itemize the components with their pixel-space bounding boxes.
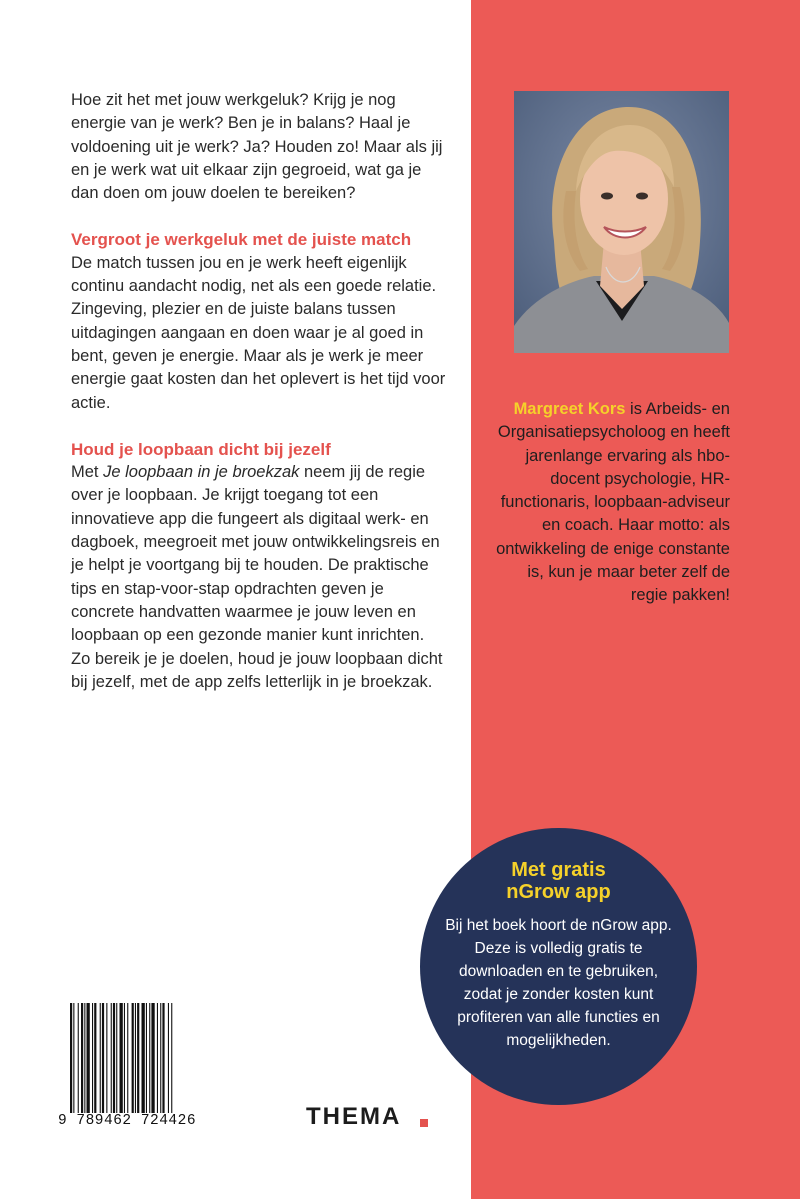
barcode-bar: [116, 1003, 117, 1113]
barcode-bars: [68, 1003, 216, 1113]
barcode-bar: [100, 1003, 101, 1113]
barcode-bar: [137, 1003, 139, 1113]
barcode-bar: [113, 1003, 115, 1113]
barcode-bar: [106, 1003, 107, 1113]
barcode-bar: [168, 1003, 169, 1113]
barcode-bar: [92, 1003, 93, 1113]
barcode-bar: [87, 1003, 90, 1113]
intro-paragraph: Hoe zit het met jouw werkgeluk? Krijg je nog energie van je werk? Ben je in balans? Haal je voldoening uit je werk? Ja? Houden zo! Maar als jij en je werk wat uit elkaar zijn gegroeid, wat ga je dan doen om jouw doelen te bereiken?: [71, 91, 443, 203]
barcode-bar: [151, 1003, 154, 1113]
publisher-logo: THEMA: [306, 1103, 402, 1130]
section-body-prefix: Met: [71, 463, 104, 482]
barcode-bar: [127, 1003, 128, 1113]
barcode-bar: [102, 1003, 104, 1113]
author-name: Margreet Kors: [513, 400, 626, 418]
barcode-bar: [146, 1003, 147, 1113]
book-title: Je loopbaan in je broekzak: [103, 463, 300, 482]
isbn-number: 9 789462 724426: [58, 1113, 197, 1129]
app-promo-body: Bij het boek hoort de nGrow app. Deze is volledig gratis te downloaden en te gebruiken, zodat je zonder kosten kunt profiteren van alle functies en mogelijkheden.: [445, 917, 672, 1049]
barcode-bar: [78, 1003, 79, 1113]
section-body-loopbaan: [71, 461, 446, 694]
app-promo-title-line1: Met gratis: [511, 859, 606, 881]
barcode-bar: [160, 1003, 161, 1113]
barcode: [68, 1003, 216, 1113]
author-bio-text: is Arbeids- en Organisatiepsycholoog en heeft jarenlange ervaring als hbo-docent psychologie, HR-functionaris, loopbaan-adviseur en coach. Haar motto: als ontwikkeling de enige constante is, kun je maar beter zelf de regie pakken!: [496, 400, 730, 605]
section-body-match: De match tussen jou en je werk heeft eigenlijk continu aandacht nodig, net als een goede relatie. Zingeving, plezier en de juiste balans tussen uitdagingen aangaan en doen waar je al goed in bent, geven je energie. Maar als je werk je meer energie gaat kosten dan het oplevert is het tijd voor actie.: [71, 253, 446, 412]
barcode-bar: [132, 1003, 134, 1113]
barcode-bar: [120, 1003, 123, 1113]
back-cover-text: [71, 89, 446, 694]
barcode-bar: [149, 1003, 150, 1113]
barcode-bar: [157, 1003, 158, 1113]
author-photo: [514, 91, 729, 353]
section-body-text: neem jij de regie over je loopbaan. Je krijgt toegang tot een innovatieve app die fungeert als digitaal werk- en dagboek, meegroeit met jouw ontwikkelingsreis en je helpt je voortgang bij te houden. De praktische tips en stap-voor-stap opdrachten geven je concrete handvatten waarmee je jouw leven en loopbaan op een gezonde manier kunt inrichten. Zo bereik je je doelen, houd je jouw loopbaan dicht bij jezelf, met de app zelfs letterlijk in je broekzak.: [71, 463, 443, 691]
author-portrait-image: [514, 91, 729, 353]
barcode-bar: [111, 1003, 112, 1113]
barcode-bar: [135, 1003, 136, 1113]
barcode-bar: [84, 1003, 85, 1113]
app-promo-circle: [420, 828, 697, 1105]
barcode-bar: [142, 1003, 145, 1113]
barcode-bar: [162, 1003, 164, 1113]
barcode-bar: [70, 1003, 72, 1113]
barcode-bar: [171, 1003, 172, 1113]
author-bio: [490, 398, 730, 608]
barcode-bar: [73, 1003, 74, 1113]
section-heading-loopbaan: Houd je loopbaan dicht bij jezelf: [71, 439, 331, 459]
app-promo-title: [420, 859, 697, 903]
publisher-logo-dot: [420, 1119, 428, 1127]
barcode-bar: [94, 1003, 96, 1113]
app-promo-title-line2: nGrow app: [506, 881, 611, 903]
barcode-bar: [124, 1003, 125, 1113]
barcode-bar: [81, 1003, 83, 1113]
section-heading-match: Vergroot je werkgeluk met de juiste match: [71, 230, 412, 250]
